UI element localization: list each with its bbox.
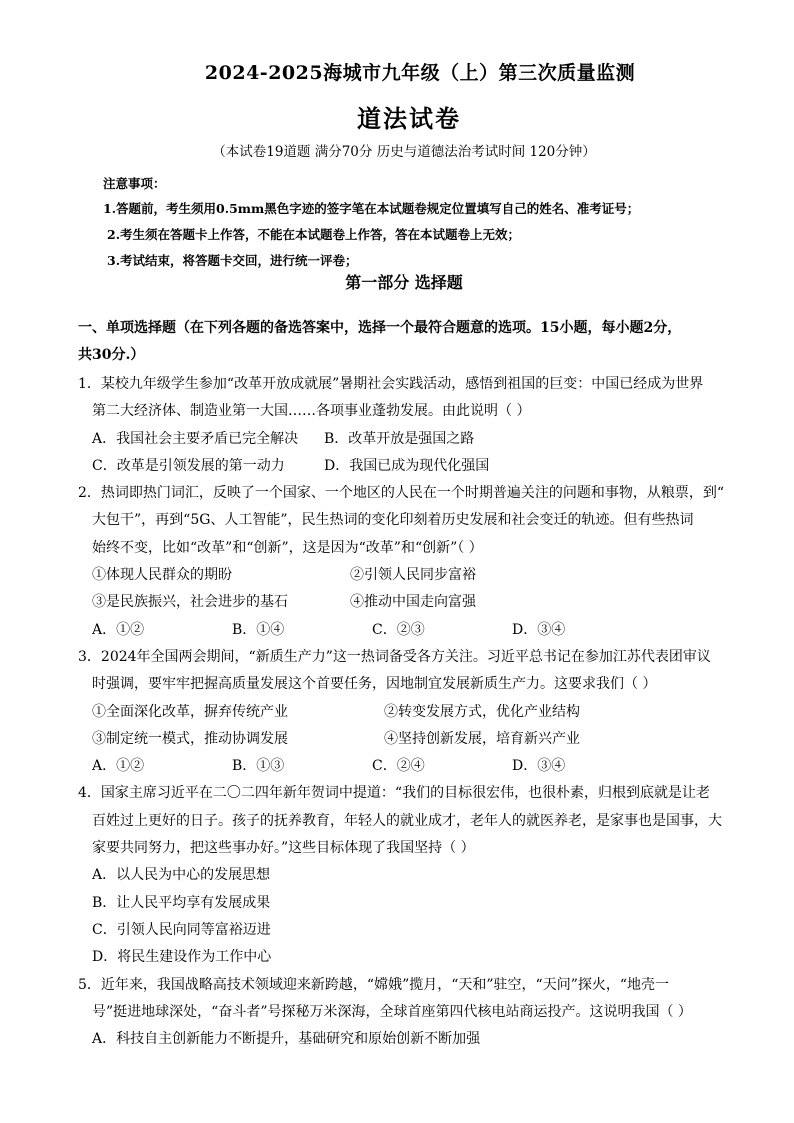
question-2 <box>78 480 728 644</box>
choice-d: D．③④ <box>512 758 566 775</box>
option-c: C．改革是引领发展的第一动力 <box>92 457 285 474</box>
choice-a: A．①② <box>92 758 145 775</box>
choice-a: A．①② <box>92 621 145 638</box>
statement-4: ④推动中国走向富强 <box>350 594 476 611</box>
question-stem: 5．近年来，我国战略高技术领域迎来新跨越，“嫦娥”揽月，“天和”驻空，“天问”探火，“地壳一 <box>78 976 670 993</box>
choice-row <box>78 617 728 644</box>
question-stem: 4．国家主席习近平在二〇二四年新年贺词中提道：“我们的目标很宏伟，也很朴素，归根到底就是让老 <box>78 785 711 802</box>
question-4 <box>78 780 728 971</box>
choice-d: D．③④ <box>512 621 566 638</box>
question-stem: 时强调，要牢牢把握高质量发展这个首要任务，因地制宜发展新质生产力。这要求我们（ ） <box>92 676 657 693</box>
question-stem: 百姓过上更好的日子。孩子的抚养教育，年轻人的就业成才，老年人的就医养老，是家事也是国事，大 <box>92 812 722 829</box>
question-stem: 始终不变，比如“改革”和“创新”，这是因为“改革”和“创新”（ ） <box>92 539 483 556</box>
statement-4: ④坚持创新发展，培育新兴产业 <box>384 730 580 747</box>
choice-c: C．②③ <box>372 621 425 638</box>
section-heading <box>78 315 728 369</box>
statement-2: ②引领人民同步富裕 <box>350 567 476 584</box>
choice-c: C．②④ <box>372 758 425 775</box>
option-d: D．将民生建设作为工作中心 <box>92 949 272 966</box>
option-c: C．引领人民向同等富裕迈进 <box>92 921 271 938</box>
option-a: A．我国社会主要矛盾已完全解决 <box>92 430 299 447</box>
option-d: D．我国已成为现代化强国 <box>324 457 490 474</box>
question-stem: 号”挺进地球深处，“奋斗者”号探秘万米深海，全球首座第四代核电站商运投产。这说明我国（ ） <box>92 1003 692 1020</box>
question-1 <box>78 371 728 480</box>
exam-info: （本试卷19道题 满分70分 历史与道德法治考试时间 120分钟） <box>212 144 596 160</box>
note-item: 3.考试结束，将答题卡交回，进行统一评卷； <box>107 253 358 268</box>
question-stem: 2．热词即热门词汇，反映了一个国家、一个地区的人民在一个时期普遍关注的问题和事物，从粮票，到“ <box>78 485 725 502</box>
question-stem: 第二大经济体、制造业第一大国……各项事业蓬勃发展。由此说明（ ） <box>92 403 531 420</box>
option-b: B．让人民平均享有发展成果 <box>92 894 271 911</box>
option-row <box>78 426 728 453</box>
question-3 <box>78 644 728 780</box>
statement-row <box>78 589 728 616</box>
statement-3: ③制定统一模式，推动协调发展 <box>92 730 288 747</box>
statement-2: ②转变发展方式，优化产业结构 <box>384 703 580 720</box>
option-a: A．以人民为中心的发展思想 <box>92 867 271 884</box>
choice-row <box>78 753 728 780</box>
statement-1: ①全面深化改革，摒弃传统产业 <box>92 703 288 720</box>
statement-3: ③是民族振兴，社会进步的基石 <box>92 594 288 611</box>
section-line: 共30分.） <box>78 347 145 363</box>
statement-row <box>78 562 728 589</box>
question-5 <box>78 972 728 1054</box>
statement-row <box>78 699 728 726</box>
choice-b: B．①④ <box>232 621 285 638</box>
note-item: 2.考生须在答题卡上作答，不能在本试题卷上作答，答在本试题卷上无效； <box>107 227 521 242</box>
note-item: 1.答题前，考生须用0.5mm黑色字迹的签字笔在本试题卷规定位置填写自己的姓名、准考证号； <box>103 201 640 216</box>
statement-row <box>78 726 728 753</box>
option-b: B．改革开放是强国之路 <box>324 430 475 447</box>
question-stem: 1．某校九年级学生参加“改革开放成就展”暑期社会实践活动，感悟到祖国的巨变：中国已经成为世界 <box>78 376 704 392</box>
question-stem: 家要共同努力，把这些事办好。”这些目标体现了我国坚持（ ） <box>92 840 475 857</box>
question-stem: 3．2024年全国两会期间，“新质生产力”这一热词备受各方关注。习近平总书记在参加江苏代表团审议 <box>78 648 711 665</box>
notes-title: 注意事项： <box>103 176 166 191</box>
statement-1: ①体现人民群众的期盼 <box>92 567 232 584</box>
section-line: 一、单项选择题（在下列各题的备选答案中，选择一个最符合题意的选项。15小题，每小题2分， <box>78 320 682 336</box>
question-list <box>78 371 728 1053</box>
exam-title: 2024-2025海城市九年级（上）第三次质量监测 <box>204 62 636 84</box>
choice-b: B．①③ <box>232 758 285 775</box>
notes-block <box>103 172 703 274</box>
option-row <box>78 453 728 480</box>
part-title: 第一部分 选择题 <box>345 273 463 292</box>
question-stem: 大包干”，再到“5G、人工智能”，民生热词的变化印刻着历史发展和社会变迁的轨迹。但有些热词 <box>92 512 694 529</box>
option-a: A．科技自主创新能力不断提升，基础研究和原始创新不断加强 <box>92 1031 481 1048</box>
exam-subject: 道法试卷 <box>357 104 461 133</box>
